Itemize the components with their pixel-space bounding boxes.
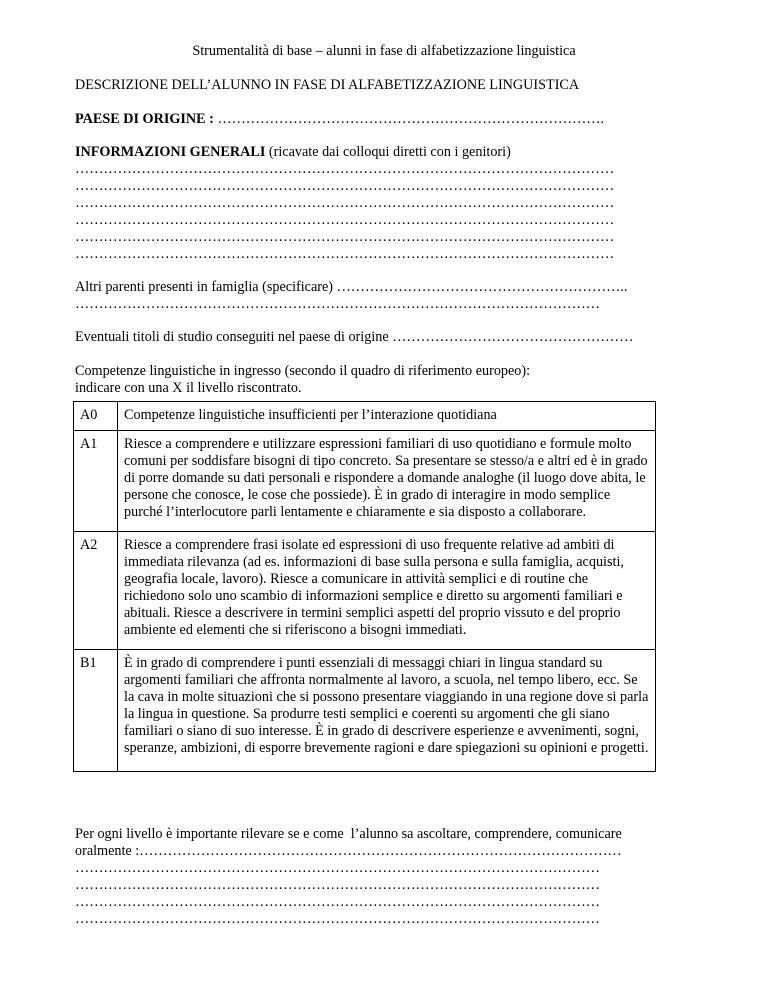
- paese-dots: ……………………………………………………………………….: [213, 111, 605, 127]
- answer-line-1: …………………………………………………………………………………………………: [75, 860, 600, 876]
- info-note: (ricavate dai colloqui diretti con i genitori): [265, 144, 511, 160]
- info-heading: [75, 144, 511, 161]
- level-code[interactable]: B1: [74, 650, 118, 772]
- level-description: È in grado di comprendere i punti essenziali di messaggi chiari in lingua standard su argomenti familiari che affronta normalmente al lavoro, a scuola, nel tempo libero, ecc. Se la cava in molte situazioni che si possono presentare viaggiando in una regione dove si parla la lingua in questione. Sa produrre testi semplici e coerenti su argomenti che gli siano familiari o siano di suo interesse. È in grado di descrivere esperienze e avvenimenti, sogni, speranze, ambizioni, di esporre brevemente ragioni e dare spiegazioni su opinioni e progetti.: [118, 650, 656, 772]
- level-description: Competenze linguistiche insufficienti per l’interazione quotidiana: [118, 402, 656, 431]
- table-row: [74, 650, 656, 772]
- level-description: Riesce a comprendere frasi isolate ed espressioni di uso frequente relative ad ambiti di immediata rilevanza (ad es. informazioni di base sulla persona e sulla famiglia, acquisti, geografia locale, lavoro). Riesce a comunicare in attività semplici e di routine che richiedono solo uno scambio di informazioni semplice e diretto su argomenti familiari e abituali. Riesce a descrivere in termini semplici aspetti del proprio vissuto e del proprio ambiente ed elementi che si riferiscono a bisogni immediati.: [118, 532, 656, 650]
- levels-table: [73, 401, 656, 772]
- info-line-3: ……………………………………………………………………………………………………: [75, 195, 615, 211]
- level-code[interactable]: A1: [74, 431, 118, 532]
- oralmente-line: oralmente :…………………………………………………………………………………………: [75, 843, 622, 859]
- info-line-1: ……………………………………………………………………………………………………: [75, 161, 615, 177]
- altri-parenti-field: Altri parenti presenti in famiglia (specificare) ……………………………………………………..: [75, 279, 628, 295]
- paese-field: [75, 111, 604, 128]
- info-line-5: ……………………………………………………………………………………………………: [75, 229, 615, 245]
- answer-line-3: …………………………………………………………………………………………………: [75, 894, 600, 910]
- table-row: [74, 431, 656, 532]
- level-code[interactable]: A2: [74, 532, 118, 650]
- competenze-instruction: indicare con una X il livello riscontrato.: [75, 380, 302, 396]
- info-line-6: ……………………………………………………………………………………………………: [75, 246, 615, 262]
- table-row: [74, 402, 656, 431]
- paese-label: PAESE DI ORIGINE :: [75, 111, 214, 127]
- info-label: INFORMAZIONI GENERALI: [75, 144, 266, 160]
- titoli-studio-field: Eventuali titoli di studio conseguiti nel paese di origine ……………………………………………: [75, 329, 634, 345]
- level-code[interactable]: A0: [74, 402, 118, 431]
- ogni-livello-text: Per ogni livello è importante rilevare se e come l’alunno sa ascoltare, comprendere, comunicare: [75, 826, 622, 842]
- info-line-4: ……………………………………………………………………………………………………: [75, 212, 615, 228]
- table-row: [74, 532, 656, 650]
- doc-title: DESCRIZIONE DELL’ALUNNO IN FASE DI ALFABETIZZAZIONE LINGUISTICA: [75, 77, 580, 93]
- page-header: Strumentalità di base – alunni in fase di alfabetizzazione linguistica: [192, 43, 576, 59]
- level-description: Riesce a comprendere e utilizzare espressioni familiari di uso quotidiano e formule molto comuni per soddisfare bisogni di tipo concreto. Sa presentare se stesso/a e altri ed è in grado di porre domande su dati personali e rispondere a domande analoghe (il luogo dove abita, le persone che conosce, le cose che possiede). È in grado di interagire in modo semplice purché l’interlocutore parli lentamente e chiaramente e sia disposto a collaborare.: [118, 431, 656, 532]
- competenze-intro: Competenze linguistiche in ingresso (secondo il quadro di riferimento europeo):: [75, 363, 531, 379]
- answer-line-4: …………………………………………………………………………………………………: [75, 911, 600, 927]
- answer-line-2: …………………………………………………………………………………………………: [75, 877, 600, 893]
- info-line-2: ……………………………………………………………………………………………………: [75, 178, 615, 194]
- altri-parenti-line-2: …………………………………………………………………………………………………: [75, 296, 600, 312]
